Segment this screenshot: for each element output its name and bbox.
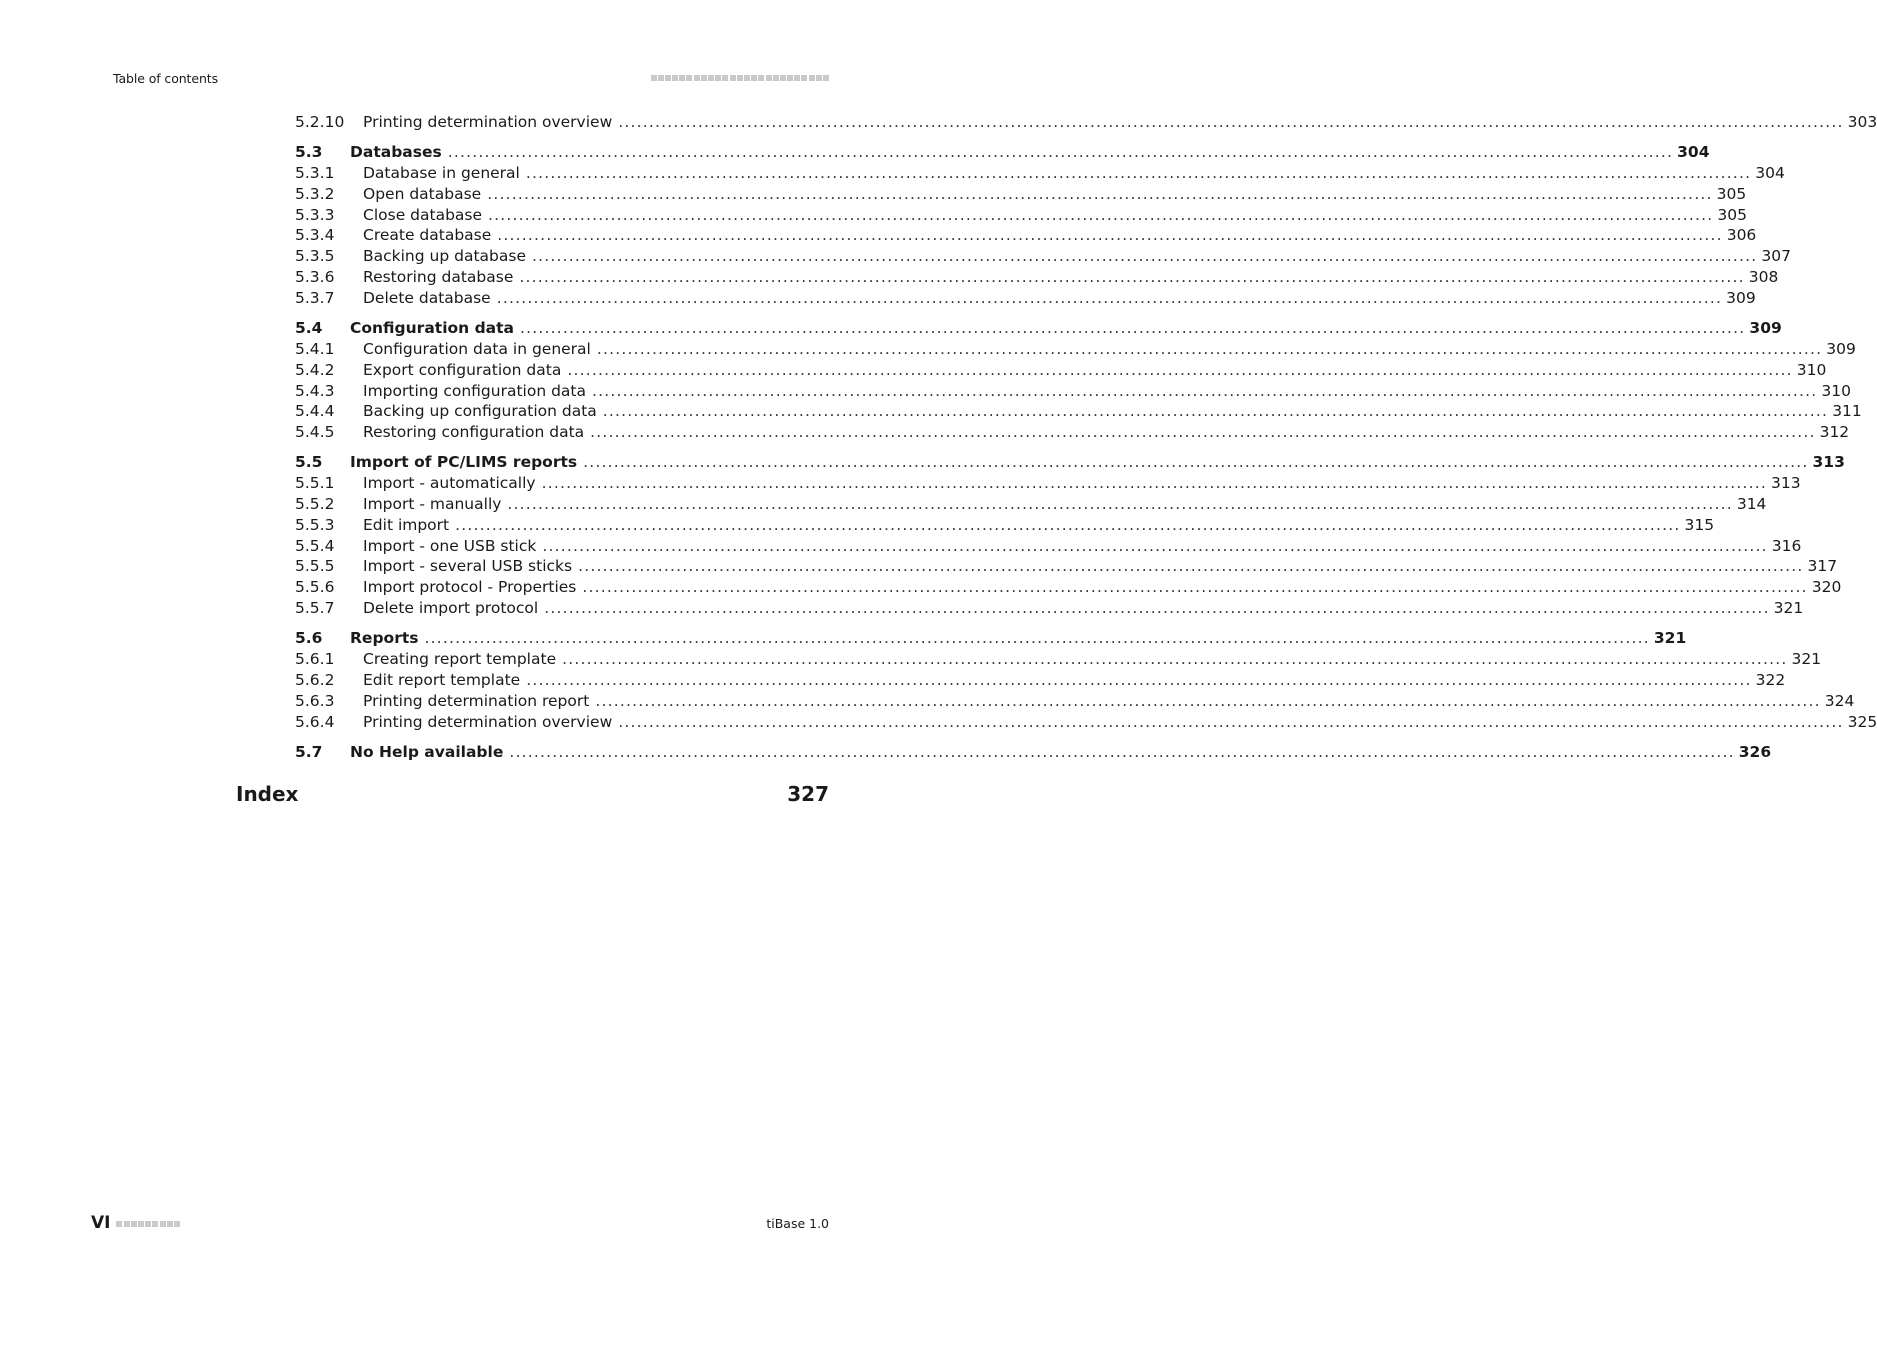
toc-entry-body bbox=[363, 556, 1838, 577]
toc-entry-title: Import protocol - Properties bbox=[363, 578, 577, 597]
toc-dot-leader: ........................................................................................................................................................................................................ bbox=[595, 691, 1821, 710]
toc-dot-leader: ........................................................................................................................................................................................................ bbox=[497, 226, 1723, 245]
toc-entry-number: 5.3.1 bbox=[295, 164, 335, 183]
toc-entry-title: Edit report template bbox=[363, 670, 521, 689]
decor-square bbox=[665, 75, 671, 81]
toc-entry-title: Open database bbox=[363, 184, 482, 203]
toc-dot-leader: ........................................................................................................................................................................................................ bbox=[519, 268, 1745, 287]
toc-dot-leader: ........................................................................................................................................................................................................ bbox=[578, 557, 1804, 576]
toc-dot-leader: ........................................................................................................................................................................................................ bbox=[496, 288, 1723, 307]
toc-entry-title: Creating report template bbox=[363, 650, 557, 669]
toc-entry-body bbox=[363, 515, 1715, 536]
toc-entry-title: Edit import bbox=[363, 515, 450, 534]
decor-square bbox=[145, 1221, 151, 1227]
toc-entry-title: Database in general bbox=[363, 164, 520, 183]
footer-product-name: tiBase 1.0 bbox=[766, 1216, 829, 1231]
decor-square bbox=[174, 1221, 180, 1227]
decor-square bbox=[152, 1221, 158, 1227]
decor-square bbox=[701, 75, 707, 81]
toc-entry-page-number: 306 bbox=[1726, 226, 1757, 245]
toc-entry-page-number: 308 bbox=[1748, 268, 1779, 287]
toc-entry-number: 5.6.2 bbox=[295, 670, 335, 689]
decor-square bbox=[694, 75, 700, 81]
toc-section-entry[interactable] bbox=[295, 452, 1845, 473]
toc-entry-page-number: 307 bbox=[1761, 247, 1791, 266]
toc-entry-body bbox=[363, 712, 1877, 733]
toc-entry-page-number: 315 bbox=[1684, 515, 1715, 534]
toc-dot-leader: ........................................................................................................................................................................................................ bbox=[583, 453, 1809, 472]
toc-entry-number: 5.6.4 bbox=[295, 712, 335, 731]
toc-entry-body bbox=[363, 205, 1748, 226]
toc-entry-number: 5.4.4 bbox=[295, 402, 335, 421]
toc-entry-number: 5.6.1 bbox=[295, 650, 335, 669]
toc-entry-body bbox=[350, 318, 1782, 339]
toc-section-entry[interactable] bbox=[295, 142, 1710, 163]
decor-square bbox=[751, 75, 757, 81]
toc-entry-title: Reports bbox=[350, 629, 419, 648]
toc-subsection-entry[interactable] bbox=[295, 536, 1802, 557]
toc-subsection-entry[interactable] bbox=[295, 515, 1715, 536]
toc-dot-leader: ........................................................................................................................................................................................................ bbox=[526, 670, 1752, 689]
decor-square bbox=[730, 75, 736, 81]
decor-square bbox=[131, 1221, 137, 1227]
toc-subsection-entry[interactable] bbox=[295, 556, 1838, 577]
toc-entry-number: 5.5.2 bbox=[295, 495, 335, 514]
toc-entry-page-number: 311 bbox=[1832, 402, 1862, 421]
toc-dot-leader: ........................................................................................................................................................................................................ bbox=[509, 742, 1735, 761]
toc-entry-body bbox=[363, 494, 1767, 515]
toc-entry-body bbox=[363, 577, 1842, 598]
toc-entry-number: 5.7 bbox=[295, 742, 323, 761]
decor-square bbox=[167, 1221, 173, 1227]
toc-subsection-entry[interactable] bbox=[295, 649, 1822, 670]
footer-page-number: VI bbox=[91, 1213, 111, 1233]
toc-entry-body bbox=[363, 598, 1804, 619]
toc-entry-title: Import - several USB sticks bbox=[363, 557, 573, 576]
decor-square bbox=[744, 75, 750, 81]
toc-entry-body bbox=[363, 691, 1855, 712]
toc-subsection-entry[interactable] bbox=[295, 339, 1856, 360]
toc-entry-number: 5.3.3 bbox=[295, 205, 335, 224]
toc-entry-body bbox=[363, 536, 1802, 557]
toc-entry-body bbox=[363, 473, 1801, 494]
toc-dot-leader: ........................................................................................................................................................................................................ bbox=[531, 247, 1758, 266]
toc-entry-body bbox=[363, 422, 1850, 443]
toc-dot-leader: ........................................................................................................................................................................................................ bbox=[541, 474, 1767, 493]
toc-entry-title: Printing determination report bbox=[363, 691, 590, 710]
toc-subsection-entry[interactable] bbox=[295, 288, 1756, 309]
toc-entry-title: Create database bbox=[363, 226, 492, 245]
toc-entry-title: Import - automatically bbox=[363, 474, 536, 493]
toc-entry-number: 5.4 bbox=[295, 319, 323, 338]
toc-entry-title: Delete database bbox=[363, 288, 491, 307]
toc-entry-body bbox=[363, 267, 1779, 288]
decor-square bbox=[138, 1221, 144, 1227]
toc-entry-number: 5.5.1 bbox=[295, 474, 335, 493]
toc-dot-leader: ........................................................................................................................................................................................................ bbox=[602, 402, 1829, 421]
toc-subsection-entry[interactable] bbox=[295, 712, 1877, 733]
running-header-title: Table of contents bbox=[113, 71, 218, 86]
toc-entry-title: Databases bbox=[350, 143, 442, 162]
toc-dot-leader: ........................................................................................................................................................................................................ bbox=[562, 650, 1788, 669]
toc-entry-page-number: 312 bbox=[1819, 423, 1850, 442]
toc-dot-leader: ........................................................................................................................................................................................................ bbox=[544, 599, 1770, 618]
toc-subsection-entry[interactable] bbox=[295, 246, 1791, 267]
footer-decoration bbox=[116, 1221, 180, 1227]
toc-entry-page-number: 309 bbox=[1826, 339, 1856, 358]
toc-entry-title: Configuration data bbox=[350, 319, 515, 338]
toc-dot-leader: ........................................................................................................................................................................................................ bbox=[618, 113, 1844, 131]
toc-entry-number: 5.4.2 bbox=[295, 360, 335, 379]
toc-dot-leader: ........................................................................................................................................................................................................ bbox=[618, 712, 1844, 731]
toc-entry-title: Printing determination overview bbox=[363, 712, 613, 731]
toc-subsection-entry[interactable] bbox=[295, 205, 1748, 226]
toc-entry-body bbox=[363, 339, 1856, 360]
index-title: Index bbox=[236, 782, 299, 806]
decor-square bbox=[722, 75, 728, 81]
toc-entry-number: 5.5.4 bbox=[295, 536, 335, 555]
toc-entry-body bbox=[363, 288, 1756, 309]
decor-square bbox=[679, 75, 685, 81]
decor-square bbox=[116, 1221, 122, 1227]
toc-dot-leader: ........................................................................................................................................................................................................ bbox=[424, 629, 1650, 648]
decor-square bbox=[708, 75, 714, 81]
toc-dot-leader: ........................................................................................................................................................................................................ bbox=[488, 205, 1714, 224]
toc-subsection-entry[interactable] bbox=[295, 360, 1827, 381]
toc-entry-title: No Help available bbox=[350, 742, 504, 761]
toc-entry-body bbox=[363, 381, 1851, 402]
toc-entry-page-number: 322 bbox=[1755, 670, 1786, 689]
decor-square bbox=[672, 75, 678, 81]
decor-square bbox=[686, 75, 692, 81]
toc-entry-number: 5.3.6 bbox=[295, 268, 335, 287]
toc-entry-body bbox=[363, 112, 1877, 133]
toc-dot-leader: ........................................................................................................................................................................................................ bbox=[525, 164, 1752, 183]
toc-dot-leader: ........................................................................................................................................................................................................ bbox=[567, 360, 1793, 379]
toc-subsection-entry[interactable] bbox=[295, 598, 1804, 619]
toc-entry-title: Delete import protocol bbox=[363, 599, 539, 618]
decor-square bbox=[801, 75, 807, 81]
table-of-contents bbox=[295, 112, 1877, 763]
toc-entry-body bbox=[363, 670, 1786, 691]
toc-entry-number: 5.4.5 bbox=[295, 423, 335, 442]
toc-entry-title: Import - manually bbox=[363, 495, 502, 514]
decor-square bbox=[816, 75, 822, 81]
toc-entry-number: 5.4.3 bbox=[295, 381, 335, 400]
toc-entry-title: Import of PC/LIMS reports bbox=[350, 453, 578, 472]
toc-dot-leader: ........................................................................................................................................................................................................ bbox=[520, 319, 1746, 338]
toc-entry-number: 5.5.7 bbox=[295, 599, 335, 618]
decor-square bbox=[773, 75, 779, 81]
footer-left bbox=[91, 1213, 180, 1233]
toc-entry-number: 5.6.3 bbox=[295, 691, 335, 710]
toc-entry-number: 5.3.7 bbox=[295, 288, 335, 307]
toc-entry-page-number: 324 bbox=[1824, 691, 1855, 710]
toc-entry-number: 5.3 bbox=[295, 143, 323, 162]
decor-square bbox=[124, 1221, 130, 1227]
toc-entry-title: Backing up configuration data bbox=[363, 402, 597, 421]
toc-entry-body bbox=[363, 360, 1827, 381]
toc-entry-number: 5.3.5 bbox=[295, 247, 335, 266]
toc-entry-number: 5.5.6 bbox=[295, 578, 335, 597]
toc-entry-page-number: 325 bbox=[1847, 712, 1877, 731]
toc-section-entry[interactable] bbox=[295, 742, 1772, 763]
toc-entry-title: Importing configuration data bbox=[363, 381, 586, 400]
toc-entry-page-number: 313 bbox=[1812, 453, 1845, 472]
toc-dot-leader: ........................................................................................................................................................................................................ bbox=[507, 495, 1733, 514]
decor-square bbox=[766, 75, 772, 81]
toc-dot-leader: ........................................................................................................................................................................................................ bbox=[590, 423, 1816, 442]
decor-square bbox=[160, 1221, 166, 1227]
toc-subsection-entry[interactable] bbox=[295, 163, 1785, 184]
toc-subsection-entry[interactable] bbox=[295, 691, 1855, 712]
decor-square bbox=[787, 75, 793, 81]
index-page-number: 327 bbox=[787, 782, 829, 806]
toc-entry-page-number: 321 bbox=[1653, 629, 1687, 648]
toc-subsection-entry[interactable] bbox=[295, 112, 1877, 133]
toc-entry-page-number: 305 bbox=[1716, 184, 1747, 203]
toc-entry-title: Export configuration data bbox=[363, 360, 562, 379]
toc-subsection-entry[interactable] bbox=[295, 473, 1801, 494]
toc-entry-body bbox=[363, 225, 1757, 246]
toc-entry-page-number: 326 bbox=[1738, 742, 1772, 761]
toc-entry-body bbox=[350, 142, 1710, 163]
toc-entry-body bbox=[363, 184, 1747, 205]
toc-entry-body bbox=[363, 246, 1791, 267]
toc-subsection-entry[interactable] bbox=[295, 184, 1747, 205]
toc-entry-page-number: 316 bbox=[1771, 536, 1802, 555]
toc-dot-leader: ........................................................................................................................................................................................................ bbox=[542, 536, 1768, 555]
toc-entry-page-number: 321 bbox=[1773, 599, 1804, 618]
toc-entry-page-number: 305 bbox=[1717, 205, 1748, 224]
toc-entry-page-number: 303 bbox=[1847, 113, 1877, 131]
toc-dot-leader: ........................................................................................................................................................................................................ bbox=[596, 339, 1823, 358]
toc-entry-body bbox=[350, 452, 1845, 473]
toc-entry-number: 5.3.2 bbox=[295, 184, 335, 203]
toc-entry-number: 5.5 bbox=[295, 453, 323, 472]
toc-subsection-entry[interactable] bbox=[295, 670, 1786, 691]
toc-entry-page-number: 309 bbox=[1726, 288, 1756, 307]
toc-entry-title: Close database bbox=[363, 205, 483, 224]
toc-section-entry[interactable] bbox=[295, 628, 1687, 649]
toc-entry-page-number: 320 bbox=[1811, 578, 1842, 597]
toc-entry-title: Restoring configuration data bbox=[363, 423, 585, 442]
toc-subsection-entry[interactable] bbox=[295, 577, 1842, 598]
decor-square bbox=[715, 75, 721, 81]
toc-entry-body bbox=[350, 742, 1772, 763]
toc-entry-body bbox=[363, 649, 1822, 670]
toc-subsection-entry[interactable] bbox=[295, 267, 1779, 288]
toc-entry-page-number: 313 bbox=[1770, 474, 1801, 493]
toc-entry-body bbox=[350, 628, 1687, 649]
toc-subsection-entry[interactable] bbox=[295, 422, 1850, 443]
toc-subsection-entry[interactable] bbox=[295, 494, 1767, 515]
toc-entry-number: 5.5.5 bbox=[295, 557, 335, 576]
toc-entry-title: Restoring database bbox=[363, 268, 514, 287]
decor-square bbox=[780, 75, 786, 81]
toc-dot-leader: ........................................................................................................................................................................................................ bbox=[447, 143, 1674, 162]
decor-square bbox=[758, 75, 764, 81]
toc-entry-page-number: 304 bbox=[1677, 143, 1710, 162]
toc-entry-page-number: 309 bbox=[1749, 319, 1782, 338]
toc-dot-leader: ........................................................................................................................................................................................................ bbox=[582, 578, 1808, 597]
decor-square bbox=[737, 75, 743, 81]
toc-entry-page-number: 321 bbox=[1791, 650, 1822, 669]
toc-entry-title: Printing determination overview bbox=[363, 113, 613, 131]
toc-dot-leader: ........................................................................................................................................................................................................ bbox=[455, 515, 1681, 534]
toc-entry-title: Backing up database bbox=[363, 247, 526, 266]
decor-square bbox=[809, 75, 815, 81]
toc-subsection-entry[interactable] bbox=[295, 401, 1862, 422]
toc-entry-number: 5.5.3 bbox=[295, 515, 335, 534]
toc-entry-number: 5.2.10 bbox=[295, 113, 345, 131]
toc-entry-number: 5.6 bbox=[295, 629, 323, 648]
toc-section-entry[interactable] bbox=[295, 318, 1782, 339]
toc-entry-index[interactable] bbox=[236, 782, 829, 810]
toc-entry-page-number: 317 bbox=[1807, 557, 1838, 576]
toc-dot-leader: ........................................................................................................................................................................................................ bbox=[487, 184, 1713, 203]
toc-entry-title: Import - one USB stick bbox=[363, 536, 537, 555]
toc-entry-body bbox=[363, 401, 1862, 422]
toc-entry-title: Configuration data in general bbox=[363, 339, 591, 358]
toc-entry-number: 5.3.4 bbox=[295, 226, 335, 245]
header-decoration bbox=[651, 75, 830, 81]
toc-subsection-entry[interactable] bbox=[295, 225, 1757, 246]
toc-entry-page-number: 310 bbox=[1796, 360, 1827, 379]
decor-square bbox=[823, 75, 829, 81]
toc-entry-page-number: 314 bbox=[1736, 495, 1767, 514]
decor-square bbox=[794, 75, 800, 81]
toc-entry-page-number: 310 bbox=[1821, 381, 1851, 400]
toc-entry-body bbox=[363, 163, 1785, 184]
toc-dot-leader: ........................................................................................................................................................................................................ bbox=[592, 381, 1818, 400]
toc-entry-page-number: 304 bbox=[1755, 164, 1785, 183]
decor-square bbox=[651, 75, 657, 81]
toc-entry-number: 5.4.1 bbox=[295, 339, 335, 358]
toc-subsection-entry[interactable] bbox=[295, 381, 1851, 402]
decor-square bbox=[658, 75, 664, 81]
